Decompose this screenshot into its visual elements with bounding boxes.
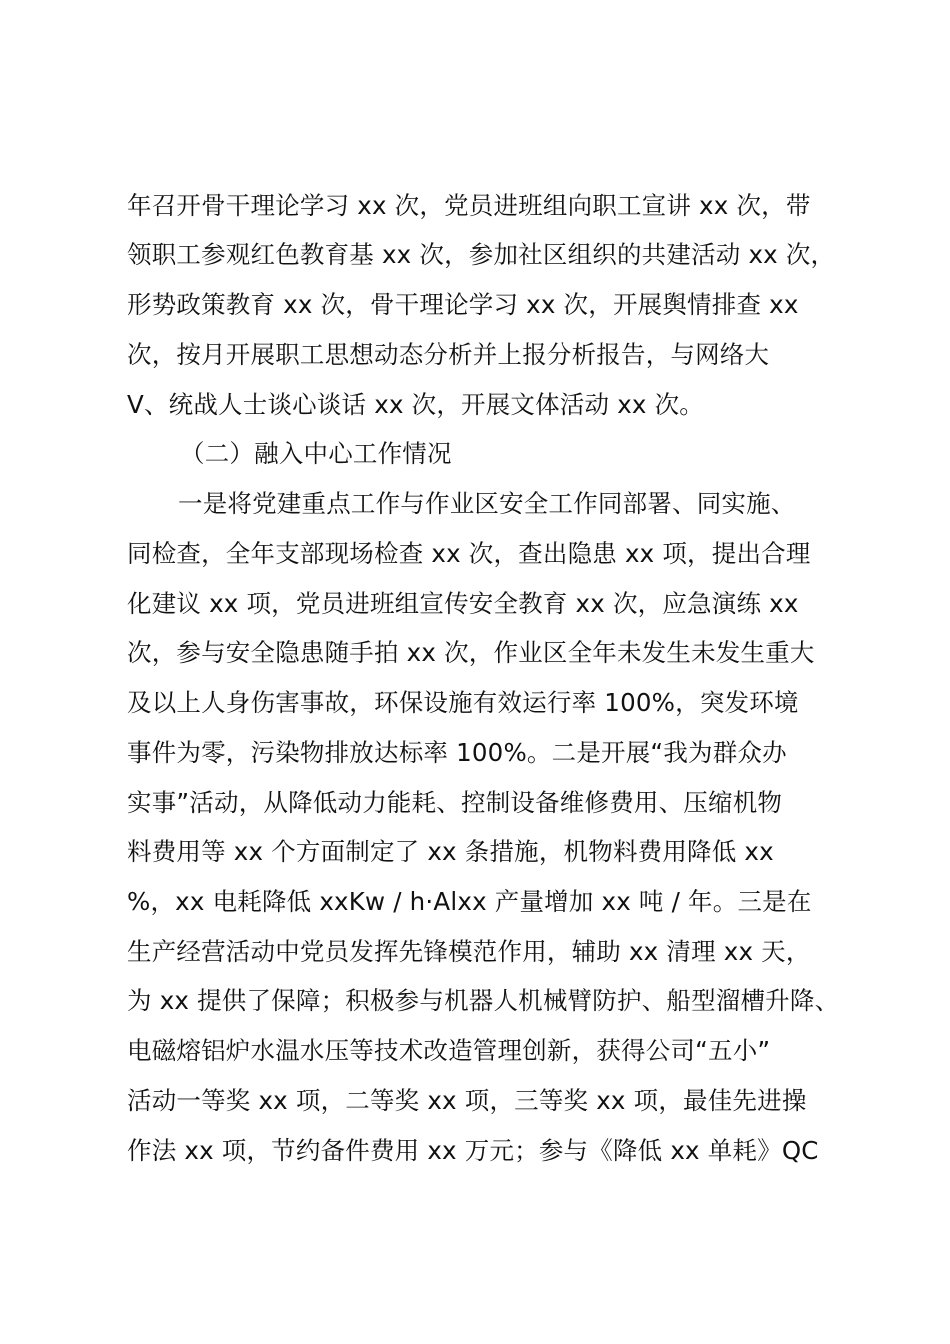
body-text-line: 为 xx 提供了保障；积极参与机器人机械臂防护、船型溜槽升降、 bbox=[127, 986, 840, 1015]
body-text-line: 活动一等奖 xx 项，二等奖 xx 项，三等奖 xx 项，最佳先进操 bbox=[127, 1086, 807, 1115]
body-text-line: 形势政策教育 xx 次，骨干理论学习 xx 次，开展舆情排查 xx bbox=[127, 290, 799, 319]
body-text-line: 及以上人身伤害事故，环保设施有效运行率 100%，突发环境 bbox=[127, 688, 799, 717]
body-text-line: 电磁熔铝炉水温水压等技术改造管理创新，获得公司“五小” bbox=[127, 1036, 771, 1065]
body-text-line: V、统战人士谈心谈话 xx 次，开展文体活动 xx 次。 bbox=[127, 390, 705, 419]
body-text-line: 实事”活动，从降低动力能耗、控制设备维修费用、压缩机物 bbox=[127, 788, 783, 817]
body-text-line: 生产经营活动中党员发挥先锋模范作用，辅助 xx 清理 xx 天， bbox=[127, 937, 811, 966]
body-text-line: 次，按月开展职工思想动态分析并上报分析报告，与网络大 bbox=[127, 340, 770, 369]
body-text-line: 料费用等 xx 个方面制定了 xx 条措施，机物料费用降低 xx bbox=[127, 837, 774, 866]
body-text-line: %，xx 电耗降低 xxKw / h·Alxx 产量增加 xx 吨 / 年。三是在 bbox=[127, 887, 812, 916]
body-text-line: 作法 xx 项，节约备件费用 xx 万元；参与《降低 xx 单耗》QC bbox=[127, 1136, 819, 1165]
body-text-line: 次，参与安全隐患随手拍 xx 次，作业区全年未发生未发生重大 bbox=[127, 638, 815, 667]
body-text-line: 化建议 xx 项，党员进班组宣传安全教育 xx 次，应急演练 xx bbox=[127, 589, 799, 618]
body-text-line: 事件为零，污染物排放达标率 100%。二是开展“我为群众办 bbox=[127, 738, 787, 767]
section-heading: （二）融入中心工作情况 bbox=[180, 439, 452, 468]
body-text-line: 领职工参观红色教育基 xx 次，参加社区组织的共建活动 xx 次， bbox=[127, 240, 836, 269]
body-text-line: 一是将党建重点工作与作业区安全工作同部署、同实施、 bbox=[178, 489, 796, 518]
body-text-line: 年召开骨干理论学习 xx 次，党员进班组向职工宣讲 xx 次，带 bbox=[127, 191, 811, 220]
body-text-line: 同检查，全年支部现场检查 xx 次，查出隐患 xx 项，提出合理 bbox=[127, 539, 811, 568]
